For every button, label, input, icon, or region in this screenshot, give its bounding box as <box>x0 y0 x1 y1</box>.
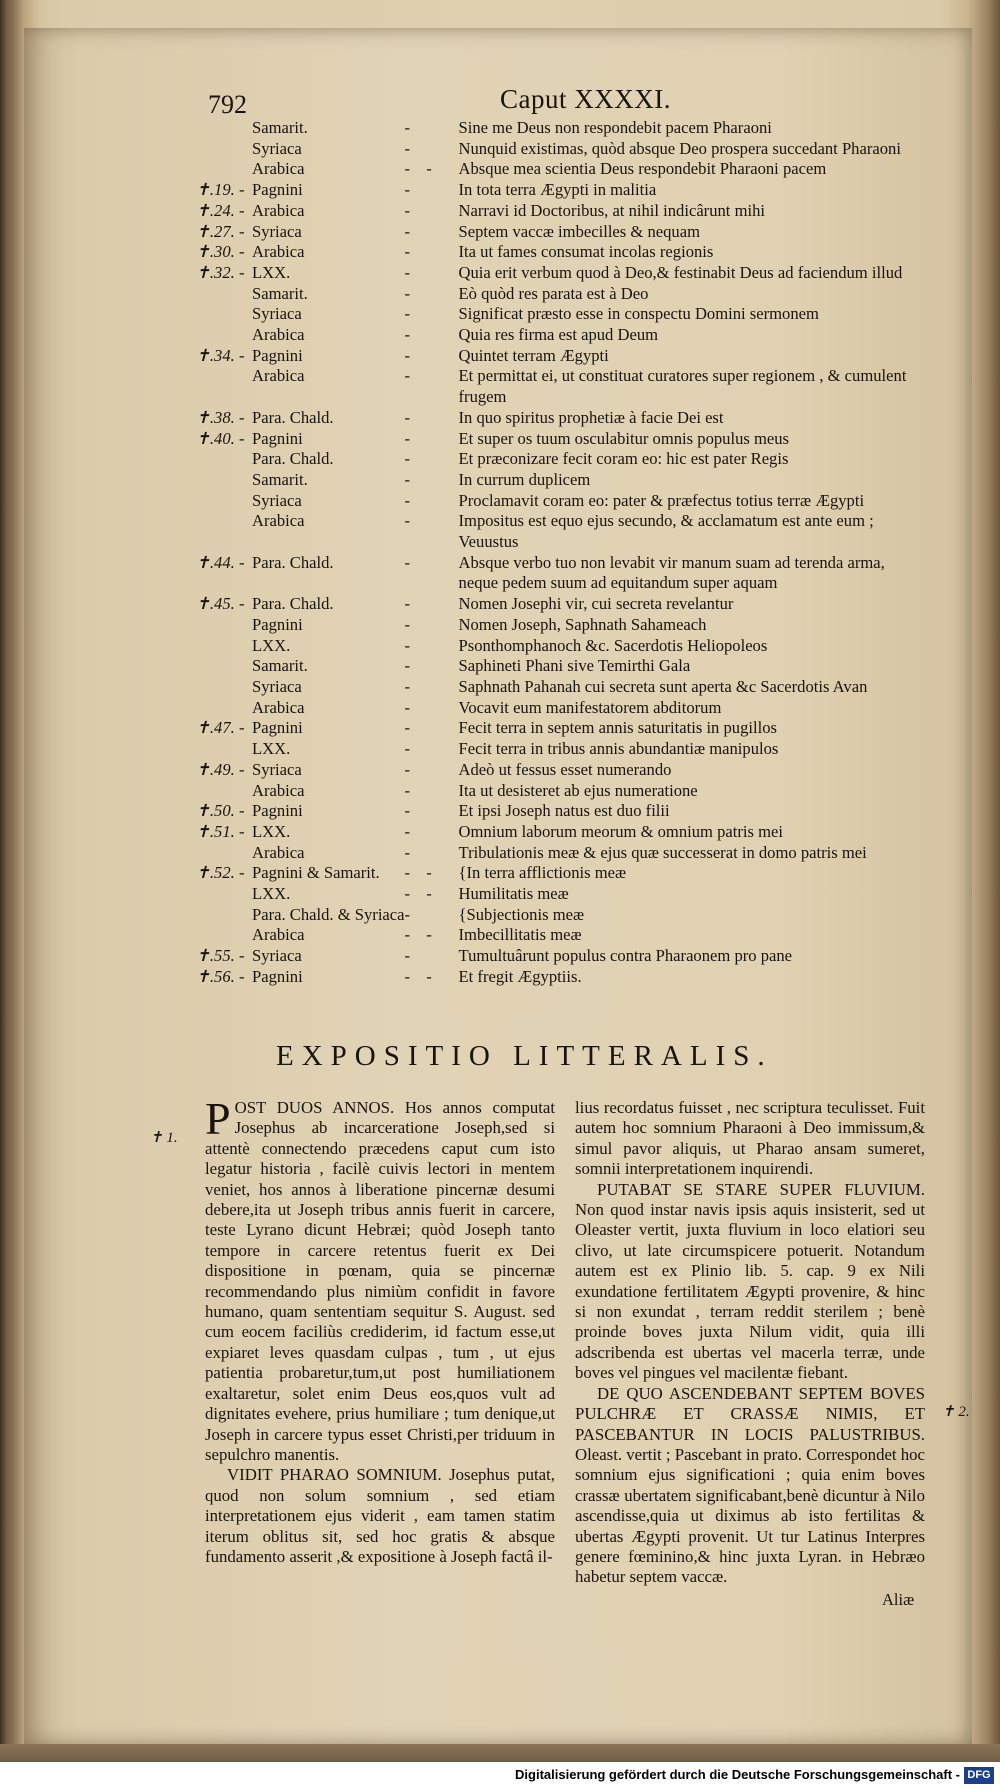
variant-version: Pagnini & Samarit. <box>252 863 380 883</box>
margin-note-verse-1: ✝ 1. <box>150 1130 178 1146</box>
variant-text: Et fregit Ægyptiis. <box>458 966 582 986</box>
variant-text: In currum duplicem <box>458 469 591 489</box>
variant-version: LXX. <box>252 739 291 759</box>
variant-verse <box>196 470 252 491</box>
variant-dash: - <box>404 656 417 676</box>
variant-text: Humilitatis meæ <box>458 884 569 904</box>
variant-verse: ✝.51. - <box>196 821 245 841</box>
left-paragraph-2-text: Josephus putat, quod non solum somnium , sed etiam interpretationem ejus viderit , eam tamen statim iterum oblitus sit, sed hoc gratis & absque fundamento asserit ,& expositione à Joseph factâ il- <box>205 1465 555 1566</box>
variant-verse <box>196 366 252 407</box>
variant-dash: - <box>404 242 417 262</box>
variant-row <box>196 139 916 160</box>
variant-version: Arabica <box>252 511 305 531</box>
variant-verse <box>196 511 252 552</box>
variant-dash: - <box>404 759 417 779</box>
variant-dash: - <box>404 739 417 759</box>
variant-dash: - <box>404 221 417 241</box>
variant-verse <box>196 677 252 698</box>
variant-text: Imbecillitatis meæ <box>458 925 582 945</box>
variant-row <box>196 470 916 491</box>
variant-text: Psonthomphanoch &c. Sacerdotis Heliopoleos <box>458 635 768 655</box>
variant-row <box>196 346 916 367</box>
variant-verse: ✝.45. - <box>196 594 245 614</box>
left-paragraph-1 <box>205 1093 555 1465</box>
variant-version: Arabica <box>252 842 305 862</box>
catchword: Aliæ <box>882 1590 915 1609</box>
variant-version: Samarit. <box>252 656 308 676</box>
variant-text: Narravi id Doctoribus, at nihil indicârunt mihi <box>458 200 765 220</box>
variant-verse: ✝.40. - <box>196 428 245 448</box>
variant-verse: ✝.19. - <box>196 180 245 200</box>
variant-dash: - <box>404 801 417 821</box>
variant-text: Tumultuârunt populus contra Pharaonem pro pane <box>458 946 793 966</box>
variant-row <box>196 491 916 512</box>
variant-row <box>196 325 916 346</box>
variant-verse <box>196 449 252 470</box>
variant-dash: - - <box>404 884 438 904</box>
variant-verse <box>196 304 252 325</box>
variant-text: Saphineti Phani sive Temirthi Gala <box>458 656 691 676</box>
variant-text: Ita ut desisteret ab ejus numeratione <box>458 780 698 800</box>
variant-version: Syriaca <box>252 490 302 510</box>
variant-dash: - <box>404 821 417 841</box>
variant-verse <box>196 139 252 160</box>
variant-text: Omnium laborum meorum & omnium patris mei <box>458 821 783 841</box>
variant-text: Eò quòd res parata est à Deo <box>458 283 649 303</box>
variant-dash: - <box>404 180 417 200</box>
variant-version: Para. Chald. <box>252 407 334 427</box>
variant-verse <box>196 491 252 512</box>
variant-row <box>196 222 916 243</box>
variant-row <box>196 159 916 180</box>
variant-verse: ✝.24. - <box>196 200 245 220</box>
variant-verse: ✝.38. - <box>196 407 245 427</box>
variant-dash: - <box>404 511 417 531</box>
variant-dash: - <box>404 490 417 510</box>
variant-verse: ✝.49. - <box>196 759 245 779</box>
variant-dash: - - <box>404 925 438 945</box>
variant-dash: - <box>404 118 417 137</box>
variant-text: Ita ut fames consumat incolas regionis <box>458 242 714 262</box>
variant-version: Pagnini <box>252 801 303 821</box>
right-column <box>575 1098 925 1588</box>
variant-text: Quia res firma est apud Deum <box>458 325 659 345</box>
variant-row <box>196 801 916 822</box>
right-paragraph-3-text: Oleast. vertit ; Pascebant in prato. Correspondet hoc somnium ejus significationi ; quia enim boves crassæ ubertatem significabant,benè dicuntur à Nilo ascendisse,quia ut diximus ab isto fertilitas & ubertas Ægypti provenit. Ut tur Latinus Interpres genere fœminino,& hinc juxta Lyran. in Hebræo habetur septem vaccæ. <box>575 1444 925 1587</box>
section-title: EXPOSITIO LITTERALIS. <box>276 1040 773 1072</box>
variant-text: Et præconizare fecit coram eo: hic est pater Regis <box>458 449 789 469</box>
variant-version: LXX. <box>252 262 291 282</box>
variant-verse <box>196 925 252 946</box>
variant-row <box>196 781 916 802</box>
variant-text: In quo spiritus prophetiæ à facie Dei est <box>458 407 724 427</box>
variant-row <box>196 118 916 139</box>
variant-row <box>196 201 916 222</box>
variant-row <box>196 925 916 946</box>
left-column <box>205 1093 555 1567</box>
variant-row <box>196 615 916 636</box>
variant-dash: - <box>404 283 417 303</box>
variant-verse <box>196 636 252 657</box>
variant-text: Absque mea scientia Deus respondebit Pharaoni pacem <box>458 159 827 179</box>
variant-verse: ✝.32. - <box>196 262 245 282</box>
variant-verse: ✝.55. - <box>196 946 245 966</box>
variant-row <box>196 366 916 407</box>
variant-row <box>196 304 916 325</box>
page-number: 792 <box>208 90 247 119</box>
variant-version: Syriaca <box>252 304 302 324</box>
variant-version: LXX. <box>252 821 291 841</box>
variant-row <box>196 698 916 719</box>
variant-dash: - <box>404 345 417 365</box>
variant-row <box>196 843 916 864</box>
variant-row <box>196 822 916 843</box>
variant-row <box>196 636 916 657</box>
variant-text: In tota terra Ægypti in malitia <box>458 180 657 200</box>
variant-text: Adeò ut fessus esset numerando <box>458 759 672 779</box>
variant-verse <box>196 325 252 346</box>
variant-version: Arabica <box>252 325 305 345</box>
variant-text: Quia erit verbum quod à Deo,& festinabit Deus ad faciendum illud <box>458 262 903 282</box>
variant-version: Pagnini <box>252 180 303 200</box>
right-paragraph-3 <box>575 1384 925 1588</box>
variant-dash: - <box>404 718 417 738</box>
variant-version: Syriaca <box>252 221 302 241</box>
variant-dash: - <box>404 469 417 489</box>
left-paragraph-2 <box>205 1465 555 1567</box>
variant-text: Significat præsto esse in conspectu Domini sermonem <box>458 304 819 324</box>
variant-row <box>196 739 916 760</box>
variant-readings-table <box>196 118 916 988</box>
variant-verse <box>196 739 252 760</box>
variant-dash: - - <box>404 966 438 986</box>
variant-version: LXX. <box>252 884 291 904</box>
variant-dash: - <box>404 842 417 862</box>
variant-text: Absque verbo tuo non levabit vir manum suam ad terenda arma, neque pedem suum ad equitandum super aquam <box>458 552 885 593</box>
lemma-de-quo-ascendebant: DE QUO ASCENDEBANT SEPTEM BOVES PULCHRÆ ET CRASSÆ NIMIS, ET PASCEBANTUR IN LOCIS PALUSTRIBUS. <box>575 1383 925 1444</box>
variant-dash: - <box>404 614 417 634</box>
variant-dash: - <box>404 676 417 696</box>
variant-verse <box>196 905 252 926</box>
variant-row <box>196 677 916 698</box>
variant-verse: ✝.56. - <box>196 966 245 986</box>
drop-cap: P <box>205 1093 231 1144</box>
variant-row <box>196 242 916 263</box>
variant-dash: - <box>404 407 417 427</box>
variant-text: Tribulationis meæ & ejus quæ successerat in domo patris mei <box>458 842 867 862</box>
variant-version: Syriaca <box>252 946 302 966</box>
variant-dash: - <box>404 304 417 324</box>
variant-row <box>196 511 916 552</box>
variant-verse: ✝.30. - <box>196 242 245 262</box>
variant-dash: - <box>404 594 417 614</box>
variant-dash: - <box>404 552 417 572</box>
variant-row <box>196 553 916 594</box>
variant-dash: - <box>404 946 417 966</box>
variant-text: Fecit terra in tribus annis abundantiæ manipulos <box>458 739 779 759</box>
variant-row <box>196 408 916 429</box>
left-paragraph-1-text: Hos annos computat Josephus ab incarceratione Joseph,sed si attentè connectendo præcedens caput cum isto legatur historia , facilè cuivis lectori in mentem veniet, hos annos à liberatione pincernæ desumi debere,ita ut Joseph tribus annis fuerit in carcere, teste Lyrano dicunt Hebræi; quòd Joseph tanto tempore in carcere retentus fuerit ex Dei dispositione in pœnam, quia se pincernæ recommendando plus nimiùm confidit in favore humano, quam sententiam sequitur S. August. sed cum eocem faciliùs crediderim, id factum esse,ut expiaret leves quasdam culpas , tum , ut ejus patientia probaretur,tum,ut post humiliationem exaltaretur, solet enim Deus eos,quos vult ad dignitates evehere, prius humiliare ; tum denique,ut Joseph in carcere typus esset Christi,per triduum in sepulchro manentis. <box>205 1098 555 1464</box>
running-head: Caput XXXXI. <box>500 84 671 114</box>
variant-version: Samarit. <box>252 469 308 489</box>
right-paragraph-2-text: Non quod instar navis ipsis aquis insisterit, sed ut Oleaster vertit, juxta fluvium in loco elatiori seu clivo, ut late circumspicere potuerit. Notandum autem est ex Plinio lib. 5. cap. 9 ex Nili exundatione fertilitatem Ægypti provenire, & hinc si non exundat , terram reddit sterilem ; benè proinde boves juxta Nilum vidit, quia illi adscribenda est ubertas vel macerla terræ, unde boves vel pingues vel macilentæ fiebant. <box>575 1200 925 1383</box>
variant-verse <box>196 118 252 139</box>
variant-version: Pagnini <box>252 718 303 738</box>
variant-dash: - <box>404 138 417 158</box>
variant-verse <box>196 843 252 864</box>
variant-version: Samarit. <box>252 283 308 303</box>
variant-row <box>196 863 916 884</box>
variant-row <box>196 594 916 615</box>
variant-version: Pagnini <box>252 966 303 986</box>
variant-verse: ✝.44. - <box>196 552 245 572</box>
variant-verse <box>196 284 252 305</box>
variant-version: Syriaca <box>252 138 302 158</box>
variant-version: Arabica <box>252 780 305 800</box>
variant-row <box>196 967 916 988</box>
variant-row <box>196 760 916 781</box>
variant-text: Et ipsi Joseph natus est duo filii <box>458 801 670 821</box>
variant-verse: ✝.27. - <box>196 221 245 241</box>
variant-text: Fecit terra in septem annis saturitatis in pugillos <box>458 718 777 738</box>
variant-dash: - <box>404 200 417 220</box>
variant-text: Saphnath Pahanah cui secreta sunt aperta &c Sacerdotis Avan <box>458 676 868 696</box>
variant-version: Arabica <box>252 697 305 717</box>
variant-version: Para. Chald. <box>252 552 334 572</box>
variant-row <box>196 884 916 905</box>
variant-version: LXX. <box>252 635 291 655</box>
variant-text: Sine me Deus non respondebit pacem Pharaoni <box>458 118 772 137</box>
variant-text: Nunquid existimas, quòd absque Deo prospera succedant Pharaoni <box>458 138 901 158</box>
variant-version: Para. Chald. & Syriaca <box>252 904 405 924</box>
variant-verse: ✝.50. - <box>196 801 245 821</box>
variant-text: {In terra afflictionis meæ <box>458 863 627 883</box>
variant-row <box>196 946 916 967</box>
variant-version: Arabica <box>252 925 305 945</box>
variant-dash: - <box>404 697 417 717</box>
variant-version: Para. Chald. <box>252 449 334 469</box>
variant-dash: - <box>404 635 417 655</box>
variant-dash: - <box>404 428 417 448</box>
lemma-vidit-pharao: VIDIT PHARAO SOMNIUM. <box>227 1465 442 1485</box>
variant-text: Nomen Josephi vir, cui secreta revelantur <box>458 594 734 614</box>
digitization-credit-bar <box>0 1762 1000 1790</box>
variant-dash: - - <box>404 863 438 883</box>
variant-dash: - - <box>404 159 438 179</box>
variant-text: {Subjectionis meæ <box>458 904 585 924</box>
variant-verse <box>196 615 252 636</box>
variant-version: Pagnini <box>252 345 303 365</box>
lemma-putabat: PUTABAT SE STARE SUPER FLUVIUM. <box>597 1179 925 1199</box>
variant-text: Nomen Joseph, Saphnath Sahameach <box>458 614 707 634</box>
variant-version: Syriaca <box>252 676 302 696</box>
variant-row <box>196 718 916 739</box>
variant-text: Et permittat ei, ut constituat curatores super regionem , & cumulent frugem <box>458 366 907 407</box>
variant-version: Para. Chald. <box>252 594 334 614</box>
right-paragraph-1: lius recordatus fuisset , nec scriptura teculisset. Fuit autem hoc somnium Pharaoni à Deo immissum,& simul pavor aliquis, ut Pharao ansam sumeret, somnii interpretationem inquirendi. <box>575 1098 925 1179</box>
variant-dash: - <box>404 262 417 282</box>
variant-text: Vocavit eum manifestatorem abditorum <box>458 697 722 717</box>
variant-dash: - <box>404 904 417 924</box>
variant-verse <box>196 781 252 802</box>
variant-verse <box>196 698 252 719</box>
variant-version: Pagnini <box>252 428 303 448</box>
variant-text: Quintet terram Ægypti <box>458 345 609 365</box>
variant-row <box>196 905 916 926</box>
variant-row <box>196 656 916 677</box>
variant-dash: - <box>404 780 417 800</box>
digitization-credit: Digitalisierung gefördert durch die Deutsche Forschungsgemeinschaft - <box>515 1767 960 1782</box>
variant-version: Arabica <box>252 242 305 262</box>
variant-version: Pagnini <box>252 614 303 634</box>
variant-verse <box>196 884 252 905</box>
variant-row <box>196 429 916 450</box>
variant-text: Impositus est equo ejus secundo, & acclamatum est ante eum ; Veuustus <box>458 511 874 552</box>
variant-version: Arabica <box>252 200 305 220</box>
variant-dash: - <box>404 449 417 469</box>
variant-version: Syriaca <box>252 759 302 779</box>
variant-version: Samarit. <box>252 118 308 137</box>
lemma-post-duos-annos: OST DUOS ANNOS. <box>234 1098 395 1117</box>
variant-verse <box>196 159 252 180</box>
variant-row <box>196 263 916 284</box>
variant-verse: ✝.47. - <box>196 718 245 738</box>
variant-verse: ✝.52. - <box>196 863 245 883</box>
variant-version: Arabica <box>252 366 305 386</box>
variant-dash: - <box>404 366 417 386</box>
margin-note-verse-2: ✝ 2. <box>942 1404 970 1420</box>
variant-text: Proclamavit coram eo: pater & præfectus totius terræ Ægypti <box>458 490 865 510</box>
variant-row <box>196 284 916 305</box>
variant-row <box>196 180 916 201</box>
variant-version: Arabica <box>252 159 305 179</box>
dfg-logo: DFG <box>964 1767 994 1784</box>
variant-dash: - <box>404 325 417 345</box>
variant-text: Septem vaccæ imbecilles & nequam <box>458 221 700 241</box>
variant-text: Et super os tuum osculabitur omnis populus meus <box>458 428 790 448</box>
variant-verse: ✝.34. - <box>196 345 245 365</box>
variant-row <box>196 449 916 470</box>
variant-verse <box>196 656 252 677</box>
right-paragraph-2 <box>575 1180 925 1384</box>
